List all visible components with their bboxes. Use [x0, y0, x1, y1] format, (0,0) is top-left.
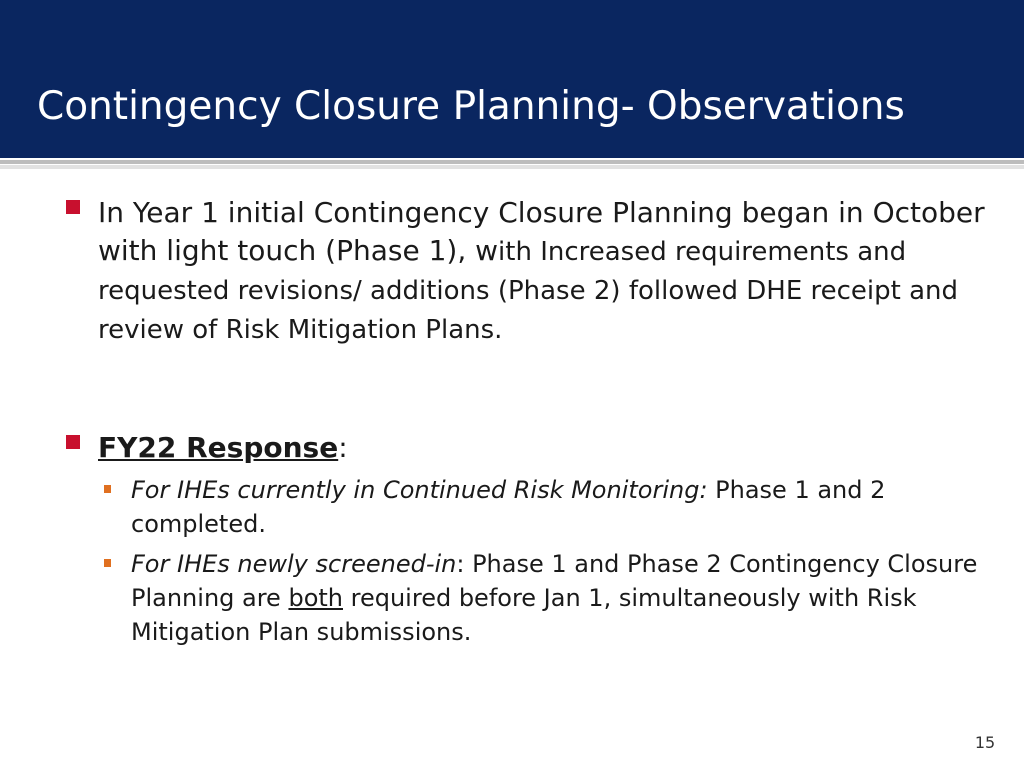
- bullet-item-year1: [66, 194, 996, 349]
- sub2-text-after: required before Jan 1, simultaneously with Risk Mitigation Plan submissions.: [131, 584, 917, 646]
- fy22-heading-colon: :: [338, 431, 348, 464]
- header-divider-light: [0, 165, 1024, 169]
- small-square-bullet-icon: [104, 559, 111, 567]
- small-square-bullet-icon: [104, 485, 111, 493]
- sub1-italic-label: For IHEs currently in Continued Risk Monitoring:: [131, 476, 708, 504]
- bullet-text-main: In Year 1 initial Contingency Closure Planning began in October with light touch (Phase 1), w: [98, 196, 985, 267]
- sub2-italic-label: For IHEs newly screened-in: [131, 550, 457, 578]
- sub2-text-before: : Phase 1 and Phase 2 Contingency Closure Planning are: [131, 550, 978, 612]
- sub-bullet-newly-screened: [131, 547, 996, 649]
- sub-bullet-continued-monitoring: [131, 473, 996, 541]
- fy22-heading: FY22 Response: [98, 431, 339, 464]
- slide-header: [0, 0, 1024, 158]
- bullet-text-continued: ith Increased requirements and requested revisions/ additions (Phase 2) followed DHE receipt and review of Risk Mitigation Plans.: [98, 237, 959, 345]
- bullet-item-fy22: [66, 429, 996, 467]
- spacer: [66, 349, 996, 429]
- sub2-underlined: both: [288, 584, 343, 612]
- header-divider-dark: [0, 160, 1024, 164]
- square-bullet-icon: [66, 435, 80, 449]
- slide-title: Contingency Closure Planning- Observations: [37, 84, 905, 129]
- square-bullet-icon: [66, 200, 80, 214]
- slide-body: [66, 194, 996, 649]
- page-number: 15: [974, 733, 996, 752]
- sub1-text: Phase 1 and 2 completed.: [131, 476, 886, 538]
